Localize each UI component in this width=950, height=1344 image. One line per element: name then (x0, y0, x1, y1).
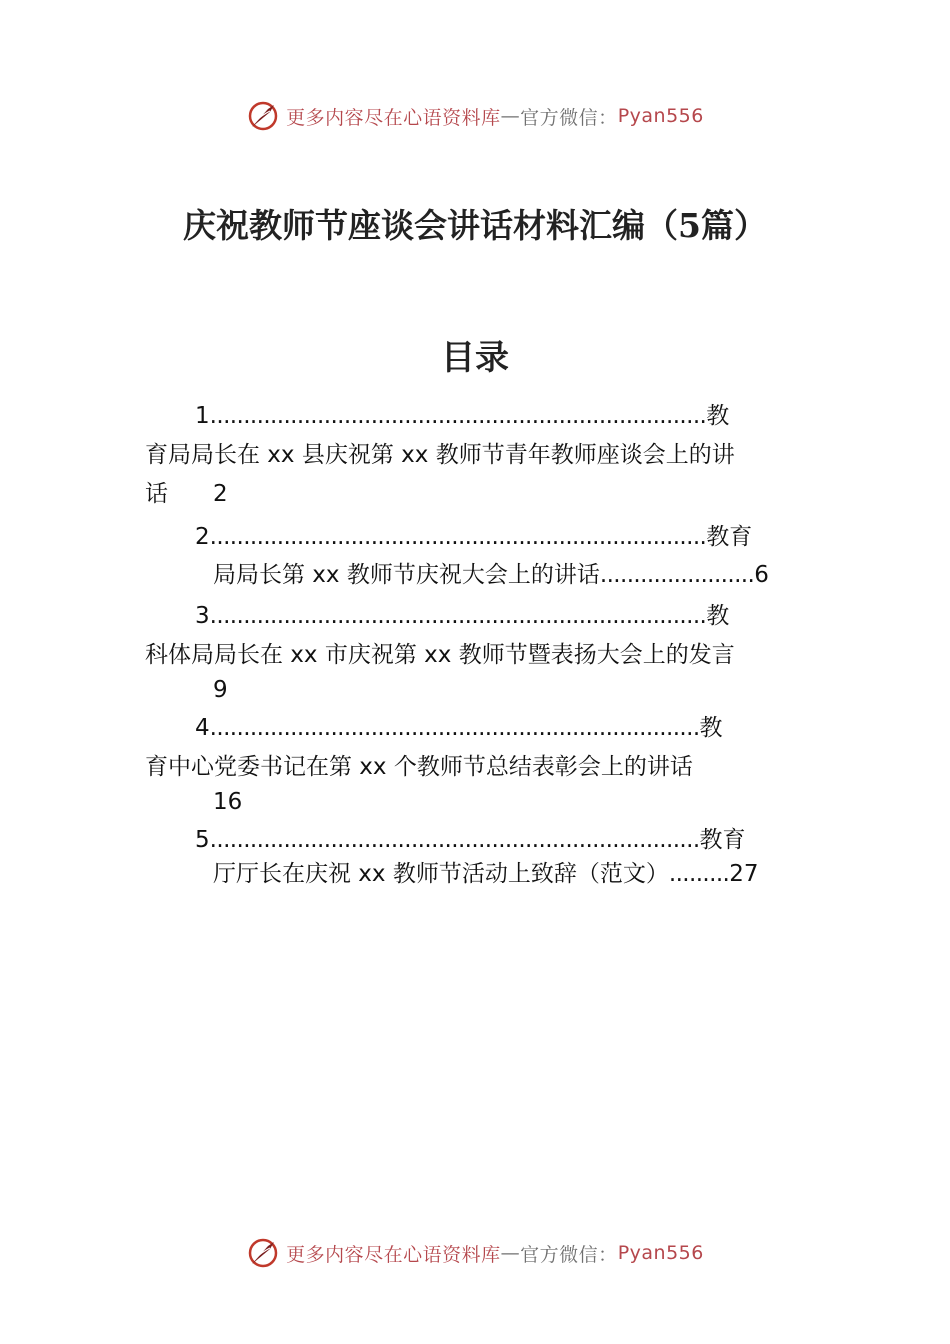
toc-item-4-page: 16 (213, 789, 243, 815)
toc-leader-dots: ......................................................................... (209, 827, 700, 853)
banner-wechat-id: Pyan556 (617, 105, 704, 127)
toc-item-1-line1[interactable] (195, 401, 729, 431)
toc-item-title-start: 教育 (706, 524, 753, 550)
toc-item-2-line2[interactable] (213, 560, 769, 590)
toc-item-4-line1[interactable] (195, 713, 723, 743)
banner-dash: — (500, 1242, 521, 1264)
toc-item-number: 4 (195, 715, 210, 741)
header-banner (0, 96, 950, 136)
toc-leader-dots: .......................................................................... (209, 403, 707, 429)
toc-leader-dots: ....................... (599, 562, 755, 588)
banner-wechat-label: 官方微信： (520, 106, 618, 129)
banner-site-name: 更多内容尽在心语资料库 (286, 106, 501, 129)
toc-item-title-rest: 厅厅长在庆祝 xx 教师节活动上致辞（范文） (213, 861, 669, 887)
toc-leader-dots: ......... (668, 861, 730, 887)
quill-logo-icon (246, 1236, 280, 1270)
toc-item-number: 1 (195, 403, 210, 429)
toc-item-title-rest: 局局长第 xx 教师节庆祝大会上的讲话 (213, 562, 600, 588)
toc-item-number: 3 (195, 603, 210, 629)
toc-item-1-page: 2 (213, 481, 228, 507)
toc-item-title-start: 教育 (699, 827, 746, 853)
banner-wechat-id: Pyan556 (617, 1242, 704, 1264)
toc-item-title-start: 教 (699, 715, 723, 741)
toc-item-number: 5 (195, 827, 210, 853)
toc-item-2-line1[interactable] (195, 522, 752, 552)
toc-item-5-line2[interactable] (213, 859, 759, 889)
quill-logo-icon (246, 99, 280, 133)
toc-item-page: 27 (729, 861, 759, 887)
toc-item-title-start: 教 (706, 603, 730, 629)
toc-item-1-line2[interactable]: 育局局长在 xx 县庆祝第 xx 教师节青年教师座谈会上的讲 (145, 442, 735, 468)
toc-item-1-line3[interactable]: 话 (145, 481, 168, 507)
toc-leader-dots: .......................................................................... (209, 603, 707, 629)
banner-wechat-label: 官方微信： (520, 1243, 618, 1266)
banner-dash: — (500, 105, 521, 127)
toc-leader-dots: ......................................................................... (209, 715, 700, 741)
footer-banner (0, 1233, 950, 1273)
toc-item-title-start: 教 (706, 403, 730, 429)
toc-item-3-line1[interactable] (195, 601, 729, 631)
toc-item-4-line2[interactable]: 育中心党委书记在第 xx 个教师节总结表彰会上的讲话 (145, 754, 693, 780)
banner-site-name: 更多内容尽在心语资料库 (286, 1243, 501, 1266)
toc-item-number: 2 (195, 524, 210, 550)
toc-leader-dots: .......................................................................... (209, 524, 707, 550)
toc-item-3-line2[interactable]: 科体局局长在 xx 市庆祝第 xx 教师节暨表扬大会上的发言 (145, 642, 735, 668)
document-title: 庆祝教师节座谈会讲话材料汇编（5篇） (183, 206, 767, 245)
toc-heading: 目录 (441, 338, 509, 378)
toc-item-3-page: 9 (213, 677, 228, 703)
toc-item-page: 6 (754, 562, 769, 588)
toc-item-5-line1[interactable] (195, 825, 746, 855)
